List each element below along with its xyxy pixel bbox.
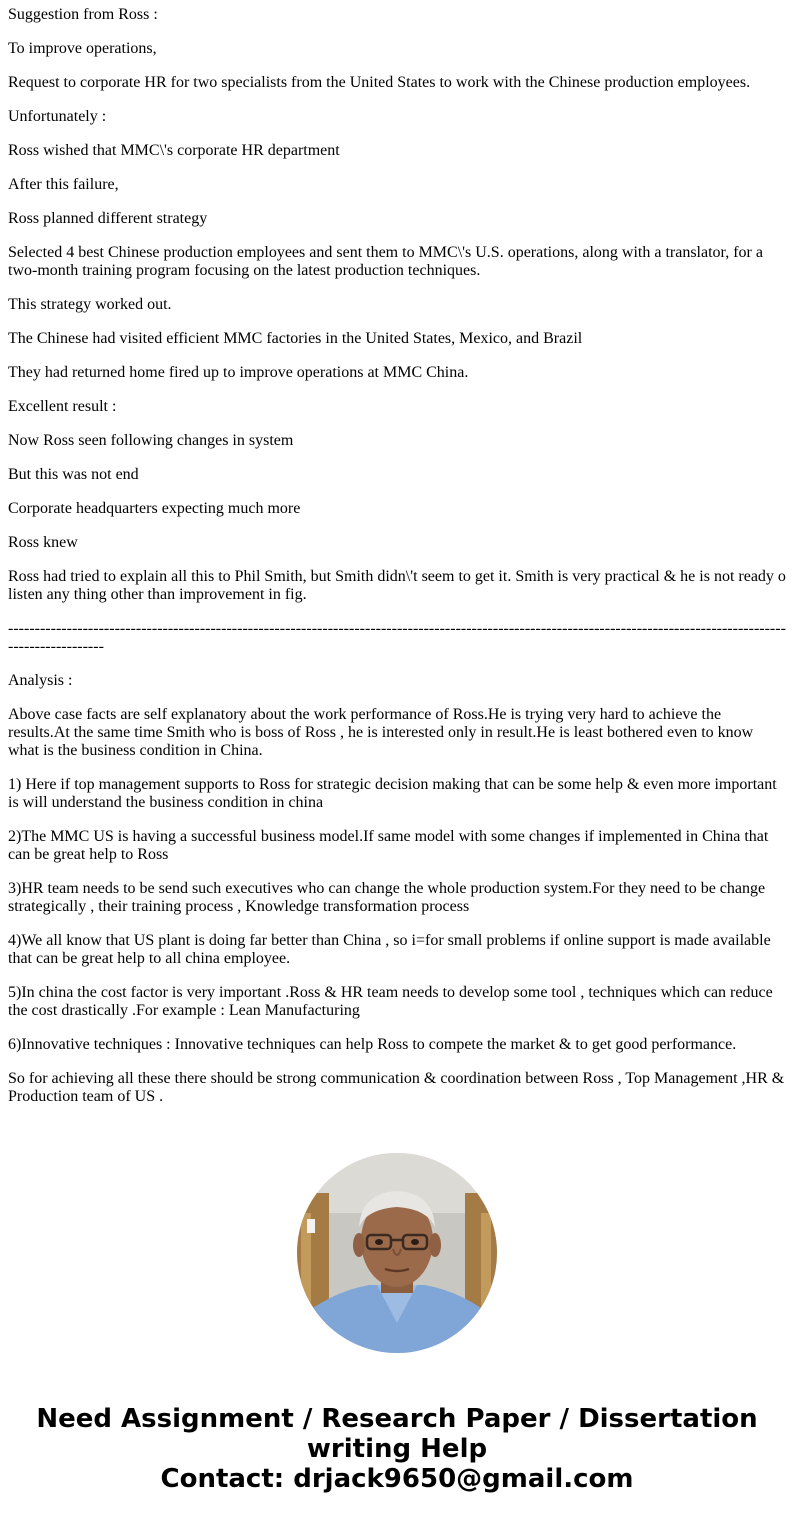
paragraph: Ross planned different strategy bbox=[8, 210, 208, 227]
author-avatar bbox=[297, 1153, 497, 1353]
paragraph: 3)HR team needs to be send such executives who can change the whole production system.For they need to be change strategically , their training process , Knowledge transformation process bbox=[8, 880, 766, 915]
paragraph: Now Ross seen following changes in system bbox=[8, 432, 294, 449]
paragraph: 1) Here if top management supports to Ross for strategic decision making that can be some help & even more important is will understand the business condition in china bbox=[8, 776, 777, 811]
paragraph: This strategy worked out. bbox=[8, 296, 172, 313]
paragraph: Excellent result : bbox=[8, 398, 117, 415]
paragraph: The Chinese had visited efficient MMC factories in the United States, Mexico, and Brazil bbox=[8, 330, 583, 347]
paragraph: Selected 4 best Chinese production employees and sent them to MMC\'s U.S. operations, along with a translator, for a two-month training program focusing on the latest production techniques. bbox=[8, 244, 763, 279]
paragraph: After this failure, bbox=[8, 176, 119, 193]
paragraph: But this was not end bbox=[8, 466, 139, 483]
paragraph: Analysis : bbox=[8, 672, 73, 689]
paragraph: Suggestion from Ross : bbox=[8, 6, 158, 23]
paragraph: To improve operations, bbox=[8, 40, 157, 57]
paragraph: So for achieving all these there should be strong communication & coordination between Ross , Top Management ,HR & Production team of US . bbox=[8, 1070, 785, 1105]
paragraph: They had returned home fired up to improve operations at MMC China. bbox=[8, 364, 469, 381]
paragraph: 2)The MMC US is having a successful business model.If same model with some changes if implemented in China that can be great help to Ross bbox=[8, 828, 769, 863]
footer-contact: Contact: drjack9650@gmail.com bbox=[160, 1464, 634, 1494]
avatar-portrait bbox=[297, 1153, 497, 1353]
paragraph: Unfortunately : bbox=[8, 108, 107, 125]
footer-line-2: writing Help bbox=[306, 1434, 488, 1464]
separator-line: -------------------------------------------------------------------------------------------------------------------------------------------------------------------- bbox=[8, 620, 786, 655]
paragraph: Above case facts are self explanatory about the work performance of Ross.He is trying very hard to achieve the results.At the same time Smith who is boss of Ross , he is interested only in result.He is least bothered even to know what is the business condition in China. bbox=[8, 706, 754, 759]
paragraph: Ross had tried to explain all this to Phil Smith, but Smith didn\'t seem to get it. Smith is very practical & he is not ready o listen any thing other than improvement in fig. bbox=[8, 568, 786, 603]
paragraph: 5)In china the cost factor is very important .Ross & HR team needs to develop some tool , techniques which can reduce the cost drastically .For example : Lean Manufacturing bbox=[8, 984, 773, 1019]
footer-line-1: Need Assignment / Research Paper / Dissertation bbox=[36, 1404, 758, 1434]
paragraph: Ross wished that MMC\'s corporate HR department bbox=[8, 142, 340, 159]
promo-footer bbox=[0, 1404, 794, 1494]
paragraph: 4)We all know that US plant is doing far better than China , so i=for small problems if online support is made available that can be great help to all china employee. bbox=[8, 932, 771, 967]
paragraph: Ross knew bbox=[8, 534, 78, 551]
paragraph: Request to corporate HR for two specialists from the United States to work with the Chinese production employees. bbox=[8, 74, 751, 91]
paragraph: Corporate headquarters expecting much more bbox=[8, 500, 301, 517]
paragraph: 6)Innovative techniques : Innovative techniques can help Ross to compete the market & to get good performance. bbox=[8, 1036, 737, 1053]
document-body bbox=[8, 6, 786, 1122]
